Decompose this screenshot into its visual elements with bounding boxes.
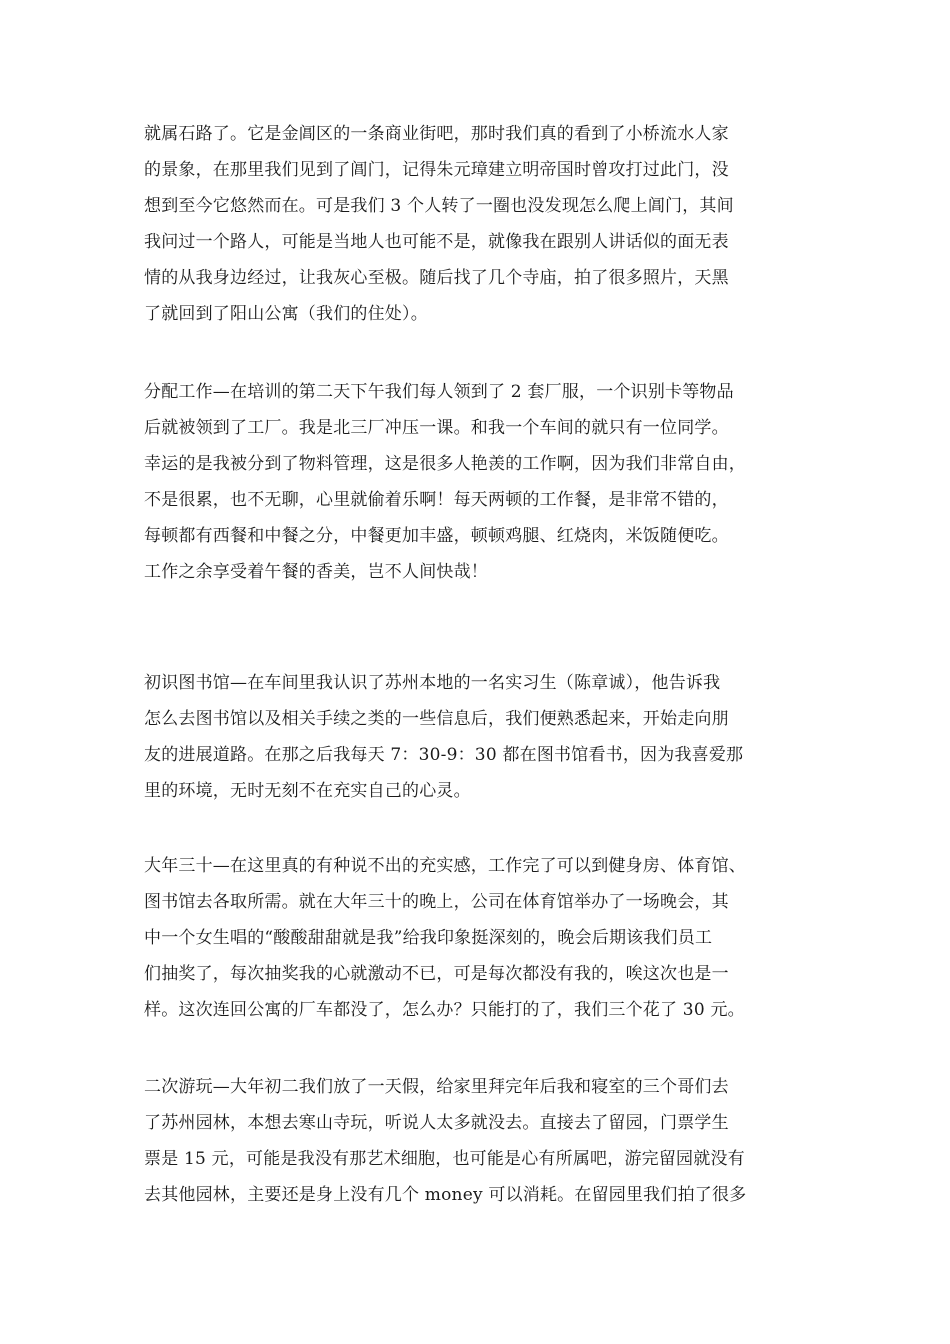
- text-line: 怎么去图书馆以及相关手续之类的一些信息后，我们便熟悉起来，开始走向朋: [144, 709, 729, 729]
- text-line: 的景象，在那里我们见到了阊门，记得朱元璋建立明帝国时曾攻打过此门，没: [144, 160, 729, 180]
- paragraph-shilu: [144, 116, 824, 332]
- paragraph-second-outing: [144, 1069, 824, 1213]
- text-line: 情的从我身边经过，让我灰心至极。随后找了几个寺庙，拍了很多照片，天黑: [144, 268, 729, 288]
- paragraph-work-assignment: [144, 374, 824, 590]
- text-line: 了就回到了阳山公寓（我们的住处）。: [144, 304, 428, 324]
- text-line: 里的环境，无时无刻不在充实自己的心灵。: [144, 781, 471, 801]
- text-line: 二次游玩—大年初二我们放了一天假，给家里拜完年后我和寝室的三个哥们去: [144, 1077, 729, 1097]
- text-line: 初识图书馆—在车间里我认识了苏州本地的一名实习生（陈章诚），他告诉我: [144, 673, 721, 693]
- text-line: 大年三十—在这里真的有种说不出的充实感，工作完了可以到健身房、体育馆、: [144, 856, 746, 876]
- text-line: 想到至今它悠然而在。可是我们 3 个人转了一圈也没发现怎么爬上阊门，其间: [144, 196, 734, 216]
- paragraph-library: [144, 665, 824, 809]
- text-line: 不是很累，也不无聊，心里就偷着乐啊！每天两顿的工作餐，是非常不错的，: [144, 490, 729, 510]
- text-line: 分配工作—在培训的第二天下午我们每人领到了 2 套厂服，一个识别卡等物品: [144, 382, 734, 402]
- text-line: 工作之余享受着午餐的香美，岂不人间快哉！: [144, 562, 488, 582]
- paragraph-new-years-eve: [144, 848, 824, 1028]
- text-line: 中一个女生唱的“酸酸甜甜就是我”给我印象挺深刻的，晚会后期该我们员工: [144, 928, 713, 948]
- text-line: 去其他园林，主要还是身上没有几个 money 可以消耗。在留园里我们拍了很多: [144, 1185, 747, 1205]
- text-line: 我问过一个路人，可能是当地人也可能不是，就像我在跟别人讲话似的面无表: [144, 232, 729, 252]
- text-line: 每顿都有西餐和中餐之分，中餐更加丰盛，顿顿鸡腿、红烧肉，米饭随便吃。: [144, 526, 729, 546]
- text-line: 友的进展道路。在那之后我每天 7：30-9：30 都在图书馆看书，因为我喜爱那: [144, 745, 744, 765]
- text-line: 们抽奖了，每次抽奖我的心就激动不已，可是每次都没有我的，唉这次也是一: [144, 964, 729, 984]
- text-line: 图书馆去各取所需。就在大年三十的晚上，公司在体育馆举办了一场晚会，其: [144, 892, 729, 912]
- text-line: 幸运的是我被分到了物料管理，这是很多人艳羡的工作啊，因为我们非常自由，: [144, 454, 746, 474]
- text-line: 后就被领到了工厂。我是北三厂冲压一课。和我一个车间的就只有一位同学。: [144, 418, 729, 438]
- text-line: 样。这次连回公寓的厂车都没了，怎么办？只能打的了，我们三个花了 30 元。: [144, 1000, 745, 1020]
- text-line: 票是 15 元，可能是我没有那艺术细胞，也可能是心有所属吧，游完留园就没有: [144, 1149, 745, 1169]
- text-line: 了苏州园林，本想去寒山寺玩，听说人太多就没去。直接去了留园，门票学生: [144, 1113, 729, 1133]
- text-line: 就属石路了。它是金阊区的一条商业街吧，那时我们真的看到了小桥流水人家: [144, 124, 729, 144]
